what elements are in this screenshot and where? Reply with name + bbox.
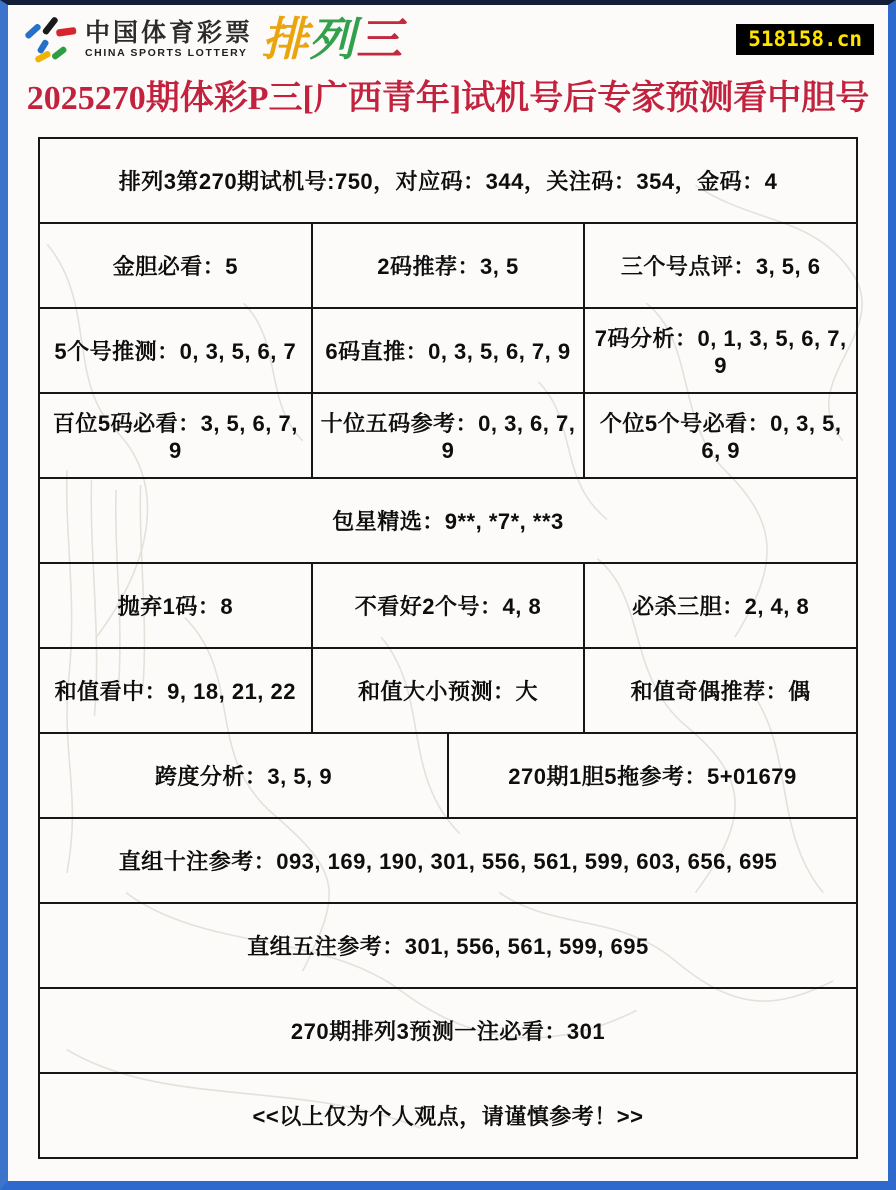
table-row-discard (40, 564, 856, 649)
cell-kill-3-dan: 必杀三胆：2, 4, 8 (632, 593, 810, 619)
header (8, 5, 888, 73)
cell-hundreds: 百位5码必看：3, 5, 6, 7, 9 (40, 394, 313, 477)
cell-6-code: 6码直推：0, 3, 5, 6, 7, 9 (313, 309, 586, 392)
cell-sum-values: 和值看中：9, 18, 21, 22 (40, 649, 313, 732)
table-row-final-pick (40, 989, 856, 1074)
cell-5-picks: 直组五注参考：301, 556, 561, 599, 695 (247, 933, 649, 959)
cell-3-number-review: 三个号点评：3, 5, 6 (620, 253, 821, 279)
cell-5-number: 5个号推测：0, 3, 5, 6, 7 (40, 309, 313, 392)
cell-1-dan-5-tuo: 270期1胆5拖参考：5+01679 (508, 763, 797, 789)
cell-discard-1: 抛弃1码：8 (40, 564, 313, 647)
table-row-5-6-7-codes (40, 309, 856, 394)
table-row-span (40, 734, 856, 819)
table-row-sum-value (40, 649, 856, 734)
logo-en-name: CHINA SPORTS LOTTERY (85, 47, 248, 60)
cell-sum-size: 和值大小预测：大 (313, 649, 586, 732)
logo-cn-name: 中国体育彩票 (85, 18, 254, 47)
cell-test-number: 排列3第270期试机号:750，对应码：344，关注码：354，金码：4 (118, 168, 778, 194)
table-row-10-picks (40, 819, 856, 904)
cell-star-pick: 包星精选：9**, *7*, **3 (332, 508, 564, 534)
table-row-positions (40, 394, 856, 479)
page-title: 2025270期体彩P三[广西青年]试机号后专家预测看中胆号 (26, 80, 870, 117)
cell-2-code: 2码推荐：3, 5 (313, 224, 586, 307)
table-row-disclaimer (40, 1074, 856, 1157)
sports-lottery-icon (20, 13, 78, 67)
table-row-5-picks (40, 904, 856, 989)
game-char-pai: 排 (262, 13, 310, 65)
game-name-pailie3 (262, 13, 404, 65)
prediction-table (38, 137, 858, 1159)
cell-unfavored-2: 不看好2个号：4, 8 (313, 564, 586, 647)
cell-10-picks: 直组十注参考：093, 169, 190, 301, 556, 561, 599, 603, 656, 695 (118, 848, 778, 874)
game-char-lie: 列 (309, 13, 357, 65)
table-row-star-pick (40, 479, 856, 564)
table-row-test-number (40, 139, 856, 224)
cell-tens: 十位五码参考：0, 3, 6, 7, 9 (313, 394, 586, 477)
game-char-san: 三 (356, 13, 404, 65)
cell-gold-dan: 金胆必看：5 (40, 224, 313, 307)
cell-units: 个位5个号必看：0, 3, 5, 6, 9 (599, 410, 842, 463)
cell-span-analysis: 跨度分析：3, 5, 9 (40, 734, 449, 817)
cell-7-code: 7码分析：0, 1, 3, 5, 6, 7, 9 (594, 325, 847, 378)
site-badge: 518158.cn (736, 24, 874, 55)
cell-sum-parity: 和值奇偶推荐：偶 (630, 678, 811, 704)
china-sports-lottery-logo (20, 13, 403, 67)
table-row-gold-dan (40, 224, 856, 309)
cell-disclaimer: <<以上仅为个人观点，请谨慎参考！>> (252, 1103, 644, 1129)
cell-final-pick: 270期排列3预测一注必看：301 (290, 1018, 606, 1044)
logo-text-block (85, 20, 253, 60)
